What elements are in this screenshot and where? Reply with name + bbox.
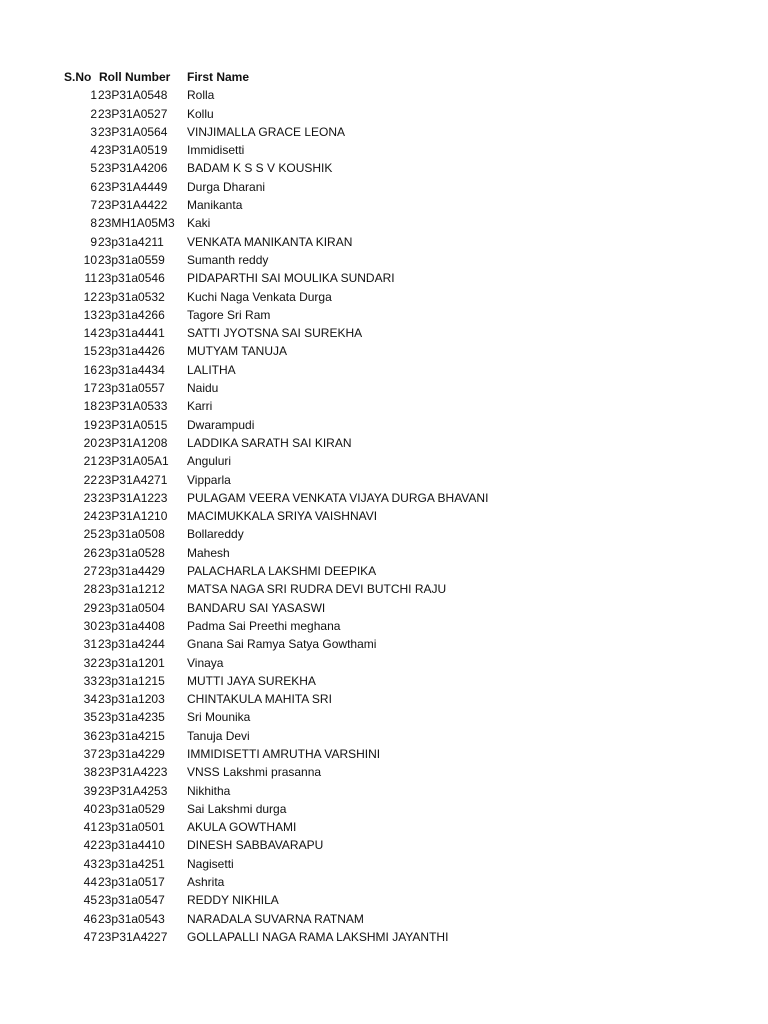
cell-sno: 30 bbox=[83, 618, 97, 633]
cell-first-name: Anguluri bbox=[187, 454, 232, 469]
cell-first-name: Tanuja Devi bbox=[187, 728, 250, 743]
table-row bbox=[0, 855, 768, 873]
cell-first-name: Kuchi Naga Venkata Durga bbox=[187, 289, 332, 304]
cell-sno: 44 bbox=[83, 875, 97, 890]
cell-sno: 38 bbox=[83, 765, 97, 780]
table-row bbox=[0, 379, 768, 397]
cell-roll-number: 23p31a4235 bbox=[98, 710, 165, 725]
table-row bbox=[0, 745, 768, 763]
cell-roll-number: 23P31A1210 bbox=[98, 509, 168, 524]
cell-sno: 25 bbox=[83, 527, 97, 542]
cell-first-name: Sai Lakshmi durga bbox=[187, 801, 287, 816]
cell-first-name: Karri bbox=[187, 399, 213, 414]
cell-first-name: Mahesh bbox=[187, 545, 230, 560]
cell-sno: 23 bbox=[83, 490, 97, 505]
cell-sno: 31 bbox=[83, 637, 97, 652]
cell-roll-number: 23P31A4449 bbox=[98, 179, 168, 194]
cell-sno: 18 bbox=[83, 399, 97, 414]
cell-roll-number: 23P31A0519 bbox=[98, 143, 168, 158]
table-row bbox=[0, 324, 768, 342]
table-row bbox=[0, 233, 768, 251]
cell-sno: 47 bbox=[83, 929, 97, 944]
cell-sno: 33 bbox=[83, 673, 97, 688]
cell-roll-number: 23P31A4206 bbox=[98, 161, 168, 176]
cell-first-name: LADDIKA SARATH SAI KIRAN bbox=[187, 435, 352, 450]
cell-first-name: DINESH SABBAVARAPU bbox=[187, 838, 324, 853]
table-row bbox=[0, 708, 768, 726]
table-row bbox=[0, 727, 768, 745]
cell-first-name: Immidisetti bbox=[187, 143, 245, 158]
table-row bbox=[0, 361, 768, 379]
cell-first-name: Nagisetti bbox=[187, 856, 234, 871]
cell-roll-number: 23p31a0508 bbox=[98, 527, 165, 542]
table-row bbox=[0, 617, 768, 635]
table-row bbox=[0, 471, 768, 489]
cell-sno: 4 bbox=[90, 143, 97, 158]
cell-first-name: VNSS Lakshmi prasanna bbox=[187, 765, 322, 780]
cell-roll-number: 23P31A4227 bbox=[98, 929, 168, 944]
cell-first-name: VENKATA MANIKANTA KIRAN bbox=[187, 234, 353, 249]
table-row bbox=[0, 507, 768, 525]
cell-first-name: PALACHARLA LAKSHMI DEEPIKA bbox=[187, 564, 377, 579]
cell-roll-number: 23p31a4410 bbox=[98, 838, 165, 853]
table-row bbox=[0, 836, 768, 854]
cell-first-name: Durga Dharani bbox=[187, 179, 266, 194]
cell-sno: 13 bbox=[83, 307, 97, 322]
table-row bbox=[0, 269, 768, 287]
cell-roll-number: 23P31A4223 bbox=[98, 765, 168, 780]
header-sno: S.No bbox=[64, 70, 92, 84]
table-row bbox=[0, 599, 768, 617]
cell-roll-number: 23p31a1215 bbox=[98, 673, 165, 688]
table-row bbox=[0, 397, 768, 415]
table-row bbox=[0, 342, 768, 360]
table-header bbox=[0, 68, 768, 86]
table-row bbox=[0, 690, 768, 708]
header-first-name: First Name bbox=[187, 70, 250, 84]
cell-sno: 39 bbox=[83, 783, 97, 798]
cell-roll-number: 23p31a0501 bbox=[98, 820, 165, 835]
cell-sno: 43 bbox=[83, 856, 97, 871]
cell-sno: 3 bbox=[90, 124, 97, 139]
cell-first-name: Bollareddy bbox=[187, 527, 244, 542]
cell-roll-number: 23MH1A05M3 bbox=[98, 216, 175, 231]
cell-roll-number: 23p31a4429 bbox=[98, 564, 165, 579]
cell-roll-number: 23P31A0533 bbox=[98, 399, 168, 414]
cell-roll-number: 23P31A4253 bbox=[98, 783, 168, 798]
table-row bbox=[0, 434, 768, 452]
cell-first-name: MACIMUKKALA SRIYA VAISHNAVI bbox=[187, 509, 378, 524]
cell-roll-number: 23P31A0515 bbox=[98, 417, 168, 432]
cell-sno: 7 bbox=[90, 198, 97, 213]
cell-roll-number: 23p31a0543 bbox=[98, 911, 165, 926]
cell-roll-number: 23p31a0559 bbox=[98, 252, 165, 267]
cell-sno: 5 bbox=[90, 161, 97, 176]
cell-roll-number: 23p31a1203 bbox=[98, 692, 165, 707]
cell-roll-number: 23p31a4441 bbox=[98, 326, 165, 341]
table-row bbox=[0, 86, 768, 104]
cell-sno: 11 bbox=[84, 271, 97, 286]
cell-sno: 15 bbox=[83, 344, 97, 359]
table-body bbox=[0, 86, 768, 946]
table-row bbox=[0, 214, 768, 232]
cell-first-name: Sri Mounika bbox=[187, 710, 251, 725]
table-row bbox=[0, 306, 768, 324]
cell-sno: 40 bbox=[83, 801, 97, 816]
table-row bbox=[0, 800, 768, 818]
cell-first-name: SATTI JYOTSNA SAI SUREKHA bbox=[187, 326, 363, 341]
cell-first-name: Vinaya bbox=[187, 655, 224, 670]
cell-first-name: Rolla bbox=[187, 88, 215, 103]
table-row bbox=[0, 910, 768, 928]
cell-first-name: IMMIDISETTI AMRUTHA VARSHINI bbox=[187, 746, 381, 761]
cell-sno: 27 bbox=[83, 564, 97, 579]
cell-first-name: Sumanth reddy bbox=[187, 252, 269, 267]
cell-sno: 24 bbox=[83, 509, 97, 524]
cell-sno: 8 bbox=[90, 216, 97, 231]
table-row bbox=[0, 562, 768, 580]
table-row bbox=[0, 818, 768, 836]
cell-sno: 19 bbox=[83, 417, 97, 432]
cell-sno: 41 bbox=[83, 820, 97, 835]
cell-sno: 6 bbox=[90, 179, 97, 194]
cell-roll-number: 23P31A05A1 bbox=[98, 454, 169, 469]
cell-sno: 22 bbox=[83, 472, 97, 487]
header-roll-number: Roll Number bbox=[99, 70, 171, 84]
table-row bbox=[0, 763, 768, 781]
cell-first-name: NARADALA SUVARNA RATNAM bbox=[187, 911, 364, 926]
cell-first-name: Ashrita bbox=[187, 875, 225, 890]
table-row bbox=[0, 928, 768, 946]
cell-roll-number: 23p31a4244 bbox=[98, 637, 165, 652]
cell-sno: 29 bbox=[83, 600, 97, 615]
cell-first-name: PIDAPARTHI SAI MOULIKA SUNDARI bbox=[187, 271, 395, 286]
cell-roll-number: 23p31a4229 bbox=[98, 746, 165, 761]
table-row bbox=[0, 123, 768, 141]
cell-first-name: LALITHA bbox=[187, 362, 236, 377]
cell-roll-number: 23p31a0504 bbox=[98, 600, 165, 615]
cell-first-name: Naidu bbox=[187, 381, 219, 396]
cell-roll-number: 23P31A0527 bbox=[98, 106, 168, 121]
cell-roll-number: 23P31A1223 bbox=[98, 490, 168, 505]
table-row bbox=[0, 873, 768, 891]
table-row bbox=[0, 654, 768, 672]
table-row bbox=[0, 782, 768, 800]
cell-first-name: PULAGAM VEERA VENKATA VIJAYA DURGA BHAVANI bbox=[187, 490, 489, 505]
table-row bbox=[0, 251, 768, 269]
table-row bbox=[0, 891, 768, 909]
cell-first-name: Kaki bbox=[187, 216, 211, 231]
cell-sno: 36 bbox=[83, 728, 97, 743]
cell-first-name: Tagore Sri Ram bbox=[187, 307, 271, 322]
cell-first-name: MUTYAM TANUJA bbox=[187, 344, 288, 359]
cell-roll-number: 23P31A0564 bbox=[98, 124, 168, 139]
table-row bbox=[0, 105, 768, 123]
table-row bbox=[0, 672, 768, 690]
cell-roll-number: 23p31a0532 bbox=[98, 289, 165, 304]
cell-first-name: Padma Sai Preethi meghana bbox=[187, 618, 341, 633]
cell-sno: 26 bbox=[83, 545, 97, 560]
cell-first-name: BADAM K S S V KOUSHIK bbox=[187, 161, 333, 176]
cell-sno: 45 bbox=[83, 893, 97, 908]
cell-sno: 2 bbox=[90, 106, 97, 121]
table-row bbox=[0, 544, 768, 562]
cell-roll-number: 23p31a4266 bbox=[98, 307, 165, 322]
cell-first-name: Dwarampudi bbox=[187, 417, 255, 432]
cell-sno: 32 bbox=[83, 655, 97, 670]
cell-roll-number: 23p31a4408 bbox=[98, 618, 165, 633]
cell-first-name: REDDY NIKHILA bbox=[187, 893, 279, 908]
cell-roll-number: 23P31A4422 bbox=[98, 198, 168, 213]
cell-roll-number: 23p31a4434 bbox=[98, 362, 165, 377]
cell-first-name: Kollu bbox=[187, 106, 214, 121]
cell-roll-number: 23p31a0529 bbox=[98, 801, 165, 816]
cell-roll-number: 23P31A0548 bbox=[98, 88, 168, 103]
cell-first-name: MATSA NAGA SRI RUDRA DEVI BUTCHI RAJU bbox=[187, 582, 447, 597]
table-row bbox=[0, 635, 768, 653]
cell-roll-number: 23p31a4426 bbox=[98, 344, 165, 359]
table-row bbox=[0, 159, 768, 177]
cell-roll-number: 23p31a4215 bbox=[98, 728, 165, 743]
cell-roll-number: 23p31a4211 bbox=[98, 234, 164, 249]
table-row bbox=[0, 452, 768, 470]
cell-roll-number: 23p31a0557 bbox=[98, 381, 165, 396]
cell-roll-number: 23p31a0547 bbox=[98, 893, 165, 908]
cell-first-name: MUTTI JAYA SUREKHA bbox=[187, 673, 316, 688]
cell-roll-number: 23p31a4251 bbox=[98, 856, 165, 871]
cell-first-name: AKULA GOWTHAMI bbox=[187, 820, 297, 835]
cell-roll-number: 23p31a1212 bbox=[98, 582, 165, 597]
cell-first-name: Nikhitha bbox=[187, 783, 231, 798]
cell-roll-number: 23P31A4271 bbox=[98, 472, 168, 487]
cell-sno: 35 bbox=[83, 710, 97, 725]
cell-first-name: Vipparla bbox=[187, 472, 231, 487]
cell-roll-number: 23p31a0528 bbox=[98, 545, 165, 560]
cell-roll-number: 23p31a1201 bbox=[98, 655, 165, 670]
cell-sno: 46 bbox=[83, 911, 97, 926]
cell-roll-number: 23p31a0546 bbox=[98, 271, 165, 286]
table-row bbox=[0, 580, 768, 598]
cell-roll-number: 23P31A1208 bbox=[98, 435, 168, 450]
cell-sno: 21 bbox=[83, 454, 97, 469]
cell-first-name: Manikanta bbox=[187, 198, 243, 213]
cell-first-name: VINJIMALLA GRACE LEONA bbox=[187, 124, 346, 139]
cell-first-name: CHINTAKULA MAHITA SRI bbox=[187, 692, 332, 707]
cell-first-name: Gnana Sai Ramya Satya Gowthami bbox=[187, 637, 377, 652]
table-row bbox=[0, 141, 768, 159]
table-row bbox=[0, 288, 768, 306]
cell-sno: 37 bbox=[83, 746, 97, 761]
cell-sno: 28 bbox=[83, 582, 97, 597]
cell-sno: 42 bbox=[83, 838, 97, 853]
cell-first-name: BANDARU SAI YASASWI bbox=[187, 600, 326, 615]
table-row bbox=[0, 416, 768, 434]
cell-sno: 14 bbox=[83, 326, 97, 341]
cell-sno: 10 bbox=[83, 252, 97, 267]
cell-sno: 9 bbox=[90, 234, 97, 249]
student-table bbox=[0, 68, 768, 946]
cell-sno: 16 bbox=[83, 362, 97, 377]
cell-sno: 20 bbox=[83, 435, 97, 450]
cell-sno: 34 bbox=[83, 692, 97, 707]
table-row bbox=[0, 525, 768, 543]
table-row bbox=[0, 178, 768, 196]
cell-sno: 12 bbox=[83, 289, 97, 304]
cell-roll-number: 23p31a0517 bbox=[98, 875, 165, 890]
cell-sno: 17 bbox=[83, 381, 97, 396]
table-row bbox=[0, 489, 768, 507]
cell-first-name: GOLLAPALLI NAGA RAMA LAKSHMI JAYANTHI bbox=[187, 929, 449, 944]
table-row bbox=[0, 196, 768, 214]
cell-sno: 1 bbox=[90, 88, 97, 103]
